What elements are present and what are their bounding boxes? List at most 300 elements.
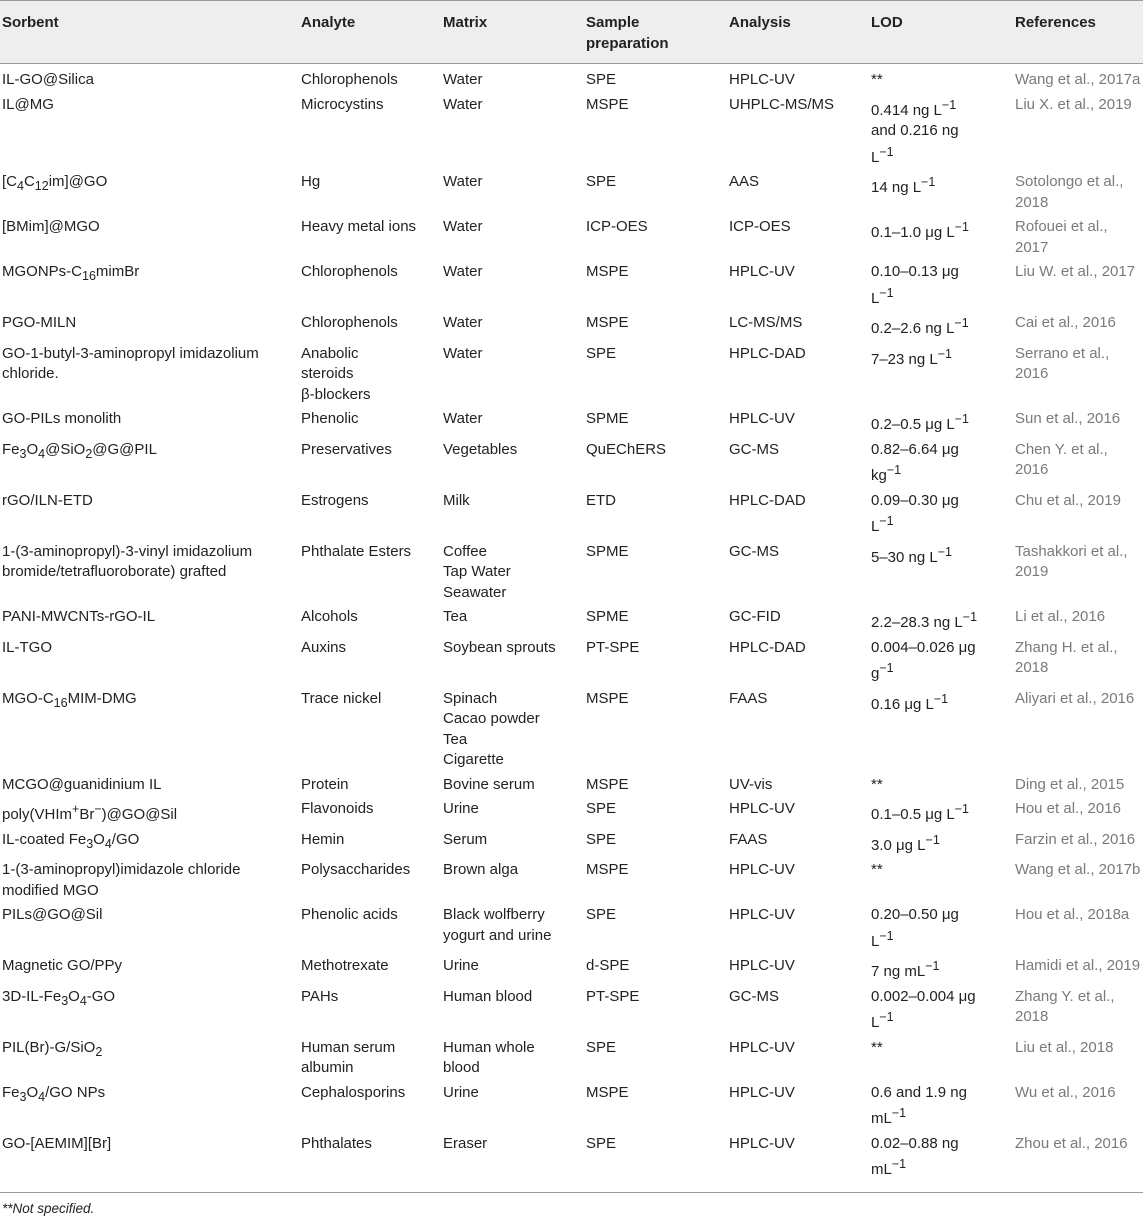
cell-sorbent: [0, 605, 297, 636]
cell-sorbent-line: [BMim]@MGO: [2, 218, 100, 235]
cell-lod-line: $mL^{-1}$: [871, 1106, 907, 1127]
cell-analyte-line: Polysaccharides: [301, 861, 411, 878]
cell-analyte-line: PAHs: [301, 987, 339, 1005]
cell-matrix: [439, 1081, 582, 1132]
cell-prep: [582, 636, 725, 687]
cell-analysis: [725, 687, 867, 773]
cell-matrix-line: Urine: [443, 800, 479, 817]
cell-matrix: [439, 828, 582, 859]
cell-matrix-line: Water: [443, 263, 483, 280]
cell-sorbent-line: IL-GO@Silica: [2, 71, 94, 88]
cell-matrix-line: Urine: [443, 957, 479, 974]
cell-analyte-line: Anabolic: [301, 344, 359, 362]
cell-matrix-line: Urine: [443, 1083, 479, 1101]
table-footnote: **Not specified.: [2, 1200, 95, 1216]
cell-lod: [867, 954, 1011, 985]
cell-prep: [582, 438, 725, 489]
cell-analyte: [297, 1132, 439, 1193]
column-header-analyte: [297, 1, 439, 64]
column-header-matrix-line: Matrix: [443, 14, 488, 31]
cell-prep-line: MSPE: [586, 314, 629, 331]
cell-sorbent: [0, 407, 297, 438]
cell-analyte-line: Trace nickel: [301, 689, 382, 707]
cell-ref-line: Hou et al., 2016: [1015, 800, 1121, 817]
cell-ref[interactable]: [1011, 636, 1143, 687]
cell-analysis-line: HPLC-UV: [729, 1038, 795, 1056]
cell-matrix-line: Cacao powder: [443, 710, 540, 727]
cell-analysis: [725, 438, 867, 489]
cell-lod-line: 0.10–0.13 μg: [871, 263, 959, 280]
cell-matrix-line: Milk: [443, 491, 470, 509]
cell-analyte-line: Cephalosporins: [301, 1083, 406, 1101]
cell-sorbent: [0, 215, 297, 260]
cell-analyte-line: Hemin: [301, 830, 345, 848]
cell-prep: [582, 93, 725, 171]
cell-analyte: [297, 797, 439, 828]
cell-analysis-line: HPLC-UV: [729, 800, 795, 817]
cell-matrix: [439, 260, 582, 311]
cell-sorbent-line: bromide/tetrafluoroborate) grafted: [2, 563, 227, 580]
cell-lod-line: **: [871, 861, 883, 878]
cell-analyte-line: Protein: [301, 775, 349, 793]
cell-ref[interactable]: [1011, 407, 1143, 438]
cell-lod-line: $L^{-1}$: [871, 514, 894, 535]
cell-prep-line: PT-SPE: [586, 638, 640, 656]
cell-sorbent-line: PILs@GO@Sil: [2, 906, 103, 923]
cell-analyte: [297, 954, 439, 985]
cell-analyte: [297, 903, 439, 954]
cell-lod-line: 14 ng $L^{-1}$: [871, 175, 936, 196]
cell-lod-line: **: [871, 71, 883, 88]
cell-matrix: [439, 605, 582, 636]
cell-analyte-line: Heavy metal ions: [301, 218, 417, 235]
cell-matrix: [439, 489, 582, 540]
cell-analysis: [725, 407, 867, 438]
cell-lod-line: and 0.216 ng: [871, 122, 959, 139]
cell-matrix: [439, 93, 582, 171]
cell-analysis-line: HPLC-UV: [729, 263, 795, 280]
table-row: [0, 1132, 1143, 1193]
cell-ref[interactable]: [1011, 311, 1143, 342]
cell-prep: [582, 64, 725, 93]
cell-matrix: [439, 636, 582, 687]
cell-analysis: [725, 1036, 867, 1081]
cell-analysis: [725, 342, 867, 408]
cell-prep: [582, 687, 725, 773]
cell-analysis: [725, 540, 867, 606]
cell-ref-line: Sotolongo et al.,: [1015, 173, 1124, 190]
table-row: [0, 407, 1143, 438]
cell-analysis: [725, 1132, 867, 1193]
header-row: [0, 1, 1143, 64]
cell-matrix: [439, 1036, 582, 1081]
cell-lod-line: $L^{-1}$: [871, 1010, 894, 1031]
cell-matrix: [439, 311, 582, 342]
cell-lod: [867, 828, 1011, 859]
cell-analyte-line: Phenolic: [301, 410, 359, 427]
cell-sorbent: [0, 1132, 297, 1193]
cell-analyte-line: Chlorophenols: [301, 71, 398, 88]
cell-sorbent: [0, 170, 297, 215]
cell-sorbent: [0, 773, 297, 798]
cell-sorbent-line: MCGO@guanidinium IL: [2, 775, 162, 793]
cell-matrix-line: Tea: [443, 608, 468, 625]
cell-lod-line: $L^{-1}$: [871, 928, 894, 950]
cell-analysis: [725, 828, 867, 859]
cell-prep: [582, 1081, 725, 1132]
table-row: [0, 93, 1143, 171]
cell-ref[interactable]: [1011, 828, 1143, 859]
cell-analysis: [725, 170, 867, 215]
cell-sorbent-line: GO-PILs monolith: [2, 410, 122, 427]
cell-lod: [867, 858, 1011, 903]
cell-lod: [867, 407, 1011, 438]
cell-analysis-line: AAS: [729, 173, 760, 190]
cell-analyte: [297, 215, 439, 260]
cell-lod: [867, 438, 1011, 489]
cell-lod: [867, 636, 1011, 687]
table-row: [0, 605, 1143, 636]
cell-analyte-line: Phthalates: [301, 1134, 372, 1152]
cell-prep-line: MSPE: [586, 861, 629, 878]
column-header-sample-preparation-line: preparation: [586, 34, 669, 52]
cell-matrix-line: Spinach: [443, 689, 498, 707]
cell-analyte-line: steroids: [301, 365, 354, 382]
cell-analyte-line: Phthalate Esters: [301, 542, 412, 560]
cell-sorbent-line: rGO/ILN-ETD: [2, 491, 93, 509]
cell-lod-line: 0.002–0.004 μg: [871, 987, 976, 1005]
cell-analyte-line: Chlorophenols: [301, 314, 398, 331]
cell-matrix: [439, 170, 582, 215]
cell-analyte-line: albumin: [301, 1059, 354, 1076]
cell-analysis-line: HPLC-UV: [729, 71, 795, 88]
cell-analysis-line: UHPLC-MS/MS: [729, 95, 835, 113]
cell-prep-line: PT-SPE: [586, 987, 640, 1005]
cell-prep: [582, 1132, 725, 1193]
cell-lod-line: $kg^{-1}$: [871, 463, 902, 484]
cell-matrix-line: Brown alga: [443, 861, 519, 878]
cell-sorbent: [0, 342, 297, 408]
table-row: [0, 636, 1143, 687]
cell-prep: [582, 170, 725, 215]
cell-prep-line: SPE: [586, 800, 617, 817]
cell-ref-line: Liu et al., 2018: [1015, 1038, 1114, 1056]
cell-ref-line: 2016: [1015, 461, 1049, 478]
cell-analyte: [297, 828, 439, 859]
cell-analysis-line: UV-vis: [729, 775, 773, 793]
column-header-sample-preparation: [582, 1, 725, 64]
table-row: [0, 215, 1143, 260]
cell-sorbent-line: modified MGO: [2, 881, 99, 899]
cell-sorbent-line: GO-1-butyl-3-aminopropyl imidazolium: [2, 344, 259, 362]
cell-matrix-line: Human whole: [443, 1038, 535, 1056]
cell-analysis-line: ICP-OES: [729, 218, 791, 235]
cell-matrix: [439, 215, 582, 260]
cell-ref[interactable]: [1011, 1081, 1143, 1132]
cell-analyte: [297, 489, 439, 540]
cell-matrix-line: Water: [443, 410, 483, 427]
cell-analyte-line: Methotrexate: [301, 957, 389, 974]
cell-ref[interactable]: [1011, 215, 1143, 260]
cell-sorbent-line: IL@MG: [2, 95, 54, 113]
cell-ref[interactable]: [1011, 954, 1143, 985]
cell-ref[interactable]: [1011, 605, 1143, 636]
cell-sorbent-line: MGONPs-$C_{16}mimBr$: [2, 263, 140, 283]
cell-analysis-line: HPLC-UV: [729, 1083, 795, 1101]
cell-prep-line: SPME: [586, 608, 629, 625]
cell-analysis: [725, 64, 867, 93]
cell-lod-line: 0.20–0.50 μg: [871, 906, 959, 923]
cell-lod-line: $mL^{-1}$: [871, 1157, 907, 1178]
table-header: [0, 1, 1143, 64]
cell-prep: [582, 797, 725, 828]
cell-lod: [867, 311, 1011, 342]
cell-ref-line: Farzin et al., 2016: [1015, 830, 1136, 848]
cell-analysis: [725, 93, 867, 171]
cell-analyte: [297, 260, 439, 311]
cell-lod: [867, 1081, 1011, 1132]
cell-ref[interactable]: [1011, 64, 1143, 93]
cell-analysis: [725, 311, 867, 342]
table-row: [0, 797, 1143, 828]
cell-ref-line: Zhang H. et al.,: [1015, 638, 1118, 656]
column-header-lod-line: LOD: [871, 14, 903, 31]
column-header-sample-preparation-line: Sample: [586, 14, 640, 31]
cell-analysis-line: HPLC-UV: [729, 1134, 795, 1152]
cell-lod-line: 0.09–0.30 μg: [871, 491, 959, 509]
cell-matrix-line: Water: [443, 95, 483, 113]
cell-matrix: [439, 438, 582, 489]
cell-prep-line: MSPE: [586, 689, 629, 707]
cell-analyte: [297, 985, 439, 1036]
cell-matrix: [439, 903, 582, 954]
cell-ref[interactable]: [1011, 858, 1143, 903]
cell-lod-line: $L^{-1}$: [871, 285, 894, 307]
column-header-analysis-line: Analysis: [729, 14, 791, 31]
cell-analysis-line: GC-MS: [729, 440, 779, 458]
cell-ref[interactable]: [1011, 540, 1143, 606]
cell-analyte-line: Hg: [301, 173, 321, 190]
cell-analysis: [725, 954, 867, 985]
cell-prep-line: SPE: [586, 1038, 617, 1056]
cell-prep-line: SPE: [586, 906, 617, 923]
cell-lod-line: 0.02–0.88 ng: [871, 1134, 959, 1152]
cell-matrix: [439, 64, 582, 93]
cell-analysis-line: FAAS: [729, 689, 768, 707]
cell-analyte: [297, 93, 439, 171]
cell-ref[interactable]: [1011, 170, 1143, 215]
cell-prep: [582, 605, 725, 636]
column-header-lod: [867, 1, 1011, 64]
cell-lod: [867, 1132, 1011, 1193]
cell-matrix-line: Eraser: [443, 1134, 488, 1152]
cell-analyte: [297, 64, 439, 93]
cell-matrix: [439, 954, 582, 985]
cell-sorbent: [0, 985, 297, 1036]
cell-analyte: [297, 540, 439, 606]
cell-matrix-line: Soybean sprouts: [443, 638, 556, 656]
cell-sorbent: [0, 540, 297, 606]
table-row: [0, 64, 1143, 93]
cell-matrix-line: Tap Water: [443, 563, 511, 580]
cell-sorbent-line: $[C_4C_{12}im]@GO$: [2, 173, 108, 193]
cell-prep-line: ICP-OES: [586, 218, 648, 235]
cell-analysis-line: HPLC-UV: [729, 861, 795, 878]
cell-lod: [867, 985, 1011, 1036]
cell-lod-line: 0.6 and 1.9 ng: [871, 1083, 967, 1101]
cell-lod: [867, 605, 1011, 636]
cell-lod: [867, 64, 1011, 93]
cell-lod: [867, 797, 1011, 828]
cell-sorbent: [0, 311, 297, 342]
cell-ref[interactable]: [1011, 1036, 1143, 1081]
cell-ref[interactable]: [1011, 438, 1143, 489]
cell-sorbent: [0, 489, 297, 540]
cell-lod: [867, 260, 1011, 311]
cell-lod: [867, 903, 1011, 954]
cell-prep: [582, 828, 725, 859]
cell-matrix: [439, 773, 582, 798]
cell-lod-line: 0.16 μg $L^{-1}$: [871, 691, 949, 713]
cell-analysis-line: HPLC-DAD: [729, 344, 806, 362]
cell-matrix: [439, 342, 582, 408]
cell-sorbent: [0, 93, 297, 171]
cell-analyte: [297, 687, 439, 773]
cell-prep: [582, 260, 725, 311]
cell-analyte: [297, 636, 439, 687]
cell-prep-line: SPE: [586, 71, 617, 88]
cell-sorbent-line: PIL(Br)-G/SiO$_2$: [2, 1038, 103, 1059]
cell-analysis: [725, 858, 867, 903]
cell-lod-line: 0.1–1.0 μg $L^{-1}$: [871, 220, 969, 241]
cell-lod: [867, 342, 1011, 408]
cell-ref-line: 2016: [1015, 365, 1049, 382]
cell-prep-line: d-SPE: [586, 957, 630, 974]
cell-prep: [582, 903, 725, 954]
cell-matrix: [439, 985, 582, 1036]
cell-analyte: [297, 342, 439, 408]
cell-ref-line: 2018: [1015, 193, 1049, 211]
cell-matrix-line: Water: [443, 71, 483, 88]
cell-lod-line: 5–30 ng $L^{-1}$: [871, 544, 952, 566]
cell-matrix: [439, 540, 582, 606]
cell-ref-line: 2017: [1015, 238, 1049, 256]
cell-ref[interactable]: [1011, 93, 1143, 171]
cell-analyte-line: Auxins: [301, 638, 347, 656]
cell-prep-line: SPE: [586, 173, 617, 190]
cell-prep: [582, 1036, 725, 1081]
table-row: [0, 1036, 1143, 1081]
column-header-analysis: [725, 1, 867, 64]
cell-lod: [867, 93, 1011, 171]
cell-lod-line: $g^{-1}$: [871, 661, 894, 682]
cell-matrix-line: Water: [443, 344, 483, 362]
cell-prep: [582, 311, 725, 342]
cell-sorbent: [0, 687, 297, 773]
table-row: [0, 260, 1143, 311]
cell-sorbent-line: $3D-IL-Fe_3O_4-GO$: [2, 987, 116, 1008]
cell-analysis-line: HPLC-UV: [729, 906, 795, 923]
cell-analyte: [297, 311, 439, 342]
cell-ref-line: Serrano et al.,: [1015, 344, 1110, 362]
cell-ref-line: 2019: [1015, 563, 1049, 580]
table-row: [0, 540, 1143, 606]
cell-analysis-line: FAAS: [729, 830, 768, 848]
cell-prep-line: MSPE: [586, 263, 629, 280]
cell-sorbent-line: $Fe_3O_4/GO$ NPs: [2, 1083, 106, 1104]
cell-ref[interactable]: [1011, 903, 1143, 954]
cell-analyte-line: Flavonoids: [301, 800, 374, 817]
table-row: [0, 438, 1143, 489]
table-row: [0, 828, 1143, 859]
cell-sorbent: [0, 260, 297, 311]
cell-ref-line: Liu W. et al., 2017: [1015, 263, 1136, 280]
cell-matrix-line: blood: [443, 1059, 480, 1076]
cell-lod-line: 7 ng $mL^{-1}$: [871, 959, 940, 980]
cell-ref[interactable]: [1011, 797, 1143, 828]
cell-matrix-line: Cigarette: [443, 751, 504, 768]
cell-analysis-line: HPLC-UV: [729, 410, 795, 427]
cell-ref-line: Hamidi et al., 2019: [1015, 957, 1141, 974]
cell-prep: [582, 540, 725, 606]
cell-sorbent-line: 1-(3-aminopropyl)-3-vinyl imidazolium: [2, 542, 253, 560]
cell-ref[interactable]: [1011, 342, 1143, 408]
cell-lod-line: 0.2–2.6 ng $L^{-1}$: [871, 316, 969, 337]
cell-prep-line: ETD: [586, 491, 616, 509]
cell-ref[interactable]: [1011, 489, 1143, 540]
cell-ref-line: Zhang Y. et al.,: [1015, 987, 1115, 1005]
cell-prep: [582, 954, 725, 985]
cell-sorbent-line: IL-TGO: [2, 638, 53, 656]
cell-prep-line: SPE: [586, 344, 617, 362]
cell-analyte: [297, 773, 439, 798]
table-row: [0, 858, 1143, 903]
cell-ref-line: Wu et al., 2016: [1015, 1083, 1116, 1101]
table-row: [0, 773, 1143, 798]
cell-ref-line: 2018: [1015, 1008, 1049, 1025]
cell-ref[interactable]: [1011, 985, 1143, 1036]
cell-sorbent: [0, 636, 297, 687]
cell-matrix-line: Water: [443, 218, 483, 235]
cell-sorbent: [0, 858, 297, 903]
cell-lod-line: 7–23 ng $L^{-1}$: [871, 346, 952, 368]
cell-analysis-line: HPLC-DAD: [729, 638, 806, 656]
cell-sorbent-line: MGO-$C_{16}MIM$-DMG: [2, 689, 137, 710]
cell-matrix: [439, 407, 582, 438]
cell-ref[interactable]: [1011, 773, 1143, 798]
cell-lod-line: **: [871, 775, 883, 793]
cell-sorbent: [0, 828, 297, 859]
cell-analysis: [725, 489, 867, 540]
cell-matrix-line: Human blood: [443, 987, 533, 1005]
cell-lod-line: 2.2–28.3 ng $L^{-1}$: [871, 610, 978, 631]
cell-ref[interactable]: [1011, 1132, 1143, 1193]
cell-analyte: [297, 407, 439, 438]
cell-lod: [867, 489, 1011, 540]
table-row: [0, 687, 1143, 773]
cell-sorbent: [0, 1081, 297, 1132]
cell-ref[interactable]: [1011, 687, 1143, 773]
cell-ref-line: Sun et al., 2016: [1015, 410, 1121, 427]
cell-prep-line: SPE: [586, 1134, 617, 1152]
cell-ref[interactable]: [1011, 260, 1143, 311]
cell-analysis: [725, 636, 867, 687]
cell-prep: [582, 858, 725, 903]
cell-lod-line: 0.004–0.026 μg: [871, 638, 976, 656]
cell-lod: [867, 170, 1011, 215]
cell-analysis: [725, 215, 867, 260]
cell-analysis: [725, 985, 867, 1036]
